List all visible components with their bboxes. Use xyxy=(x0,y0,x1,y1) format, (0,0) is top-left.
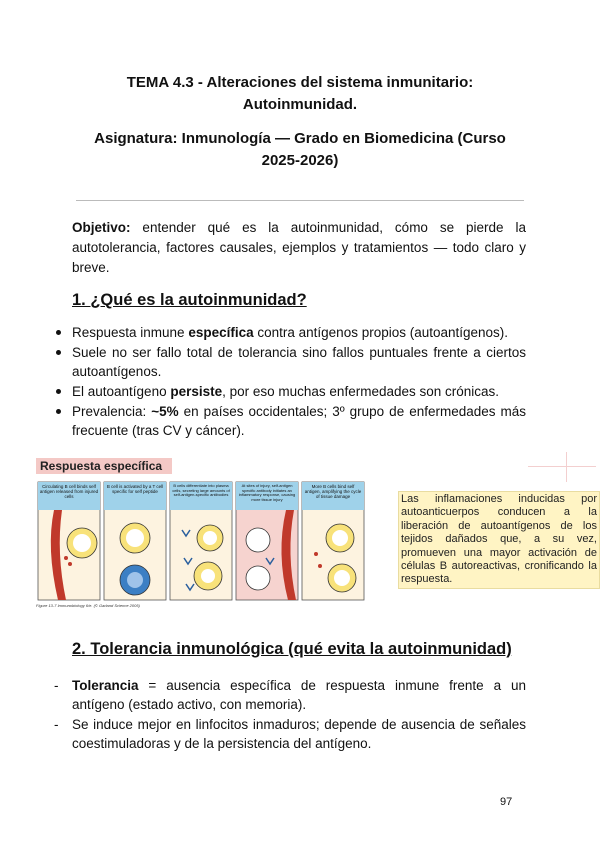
figure-panel-5-label: More B cells bind self antigen, amplifying the cycle of tissue damage xyxy=(304,484,362,499)
subtitle-line-1: Asignatura: Inmunología — Grado en Biomedicina (Curso xyxy=(94,130,506,147)
list-item: - Tolerancia = ausencia específica de respuesta inmune frente a un antígeno (estado activo, con memoria). xyxy=(52,676,526,714)
section-1-heading: 1. ¿Qué es la autoinmunidad? xyxy=(72,291,307,309)
bullet-item: Respuesta inmune específica contra antígenos propios (autoantígenos). xyxy=(52,323,526,342)
figure-panel-5 xyxy=(302,482,364,600)
figure-panel-3 xyxy=(170,482,232,600)
figure-panel-1-label: Circulating B cell binds self antigen released from injured cells xyxy=(39,484,99,499)
title-line-2: Autoinmunidad. xyxy=(242,96,358,113)
figure-credit: Figure 13-7 Immunobiology 6/e. (© Garland Science 2005) xyxy=(36,603,140,608)
list-item: - Se induce mejor en linfocitos inmaduros; depende de ausencia de señales coestimuladoras y de la persistencia del antígeno. xyxy=(52,715,526,753)
decorative-line xyxy=(528,466,596,467)
bullet-item: Prevalencia: ~5% en países occidentales; 3º grupo de enfermedades más frecuente (tras CV y cáncer). xyxy=(52,402,526,440)
figure-panel-3-label: B cells differentiate into plasma cells, secreting large amounts of self-antigen-specific antibodies xyxy=(172,483,230,497)
objective-label: Objetivo: xyxy=(72,220,131,235)
course-subtitle xyxy=(60,128,540,172)
section-1-bullet-list xyxy=(52,323,526,441)
figure-illustration xyxy=(36,458,376,610)
figure-title: Respuesta específica xyxy=(36,458,172,474)
autoimmune-response-figure xyxy=(36,458,376,610)
objective-paragraph xyxy=(72,218,526,278)
section-2-list xyxy=(52,676,526,754)
horizontal-divider xyxy=(76,200,524,201)
bullet-item: El autoantígeno persiste, por eso muchas enfermedades son crónicas. xyxy=(52,382,526,401)
decorative-line xyxy=(566,452,567,482)
objective-text: entender qué es la autoinmunidad, cómo se pierde la autotolerancia, factores causales, ejemplos y tratamientos — todo claro y breve. xyxy=(72,220,526,275)
figure-panel-2-label: B cell is activated by a T cell specific for self peptide xyxy=(106,484,164,494)
title-line-1: TEMA 4.3 - Alteraciones del sistema inmunitario: xyxy=(126,74,474,91)
figure-panel-2 xyxy=(104,482,166,600)
figure-panel-4-label: At sites of injury, self-antigen specific antibody initiates an inflammatory response, causing more tissue injury xyxy=(238,483,296,502)
section-2-heading: 2. Tolerancia inmunológica (qué evita la autoinmunidad) xyxy=(72,640,512,658)
figure-panel-1 xyxy=(38,482,100,600)
page-number: 97 xyxy=(500,796,513,808)
bullet-item: Suele no ser fallo total de tolerancia sino fallos puntuales frente a ciertos autoantígenos. xyxy=(52,343,526,381)
subtitle-line-2: 2025-2026) xyxy=(261,152,339,169)
figure-caption-box: Las inflamaciones inducidas por autoanticuerpos conducen a la liberación de autoantígenos de los tejidos dañados que, a su vez, promueven una mayor activación de células B autoreactivas, cronificando la respuesta. xyxy=(398,491,600,589)
page-title xyxy=(60,72,540,116)
